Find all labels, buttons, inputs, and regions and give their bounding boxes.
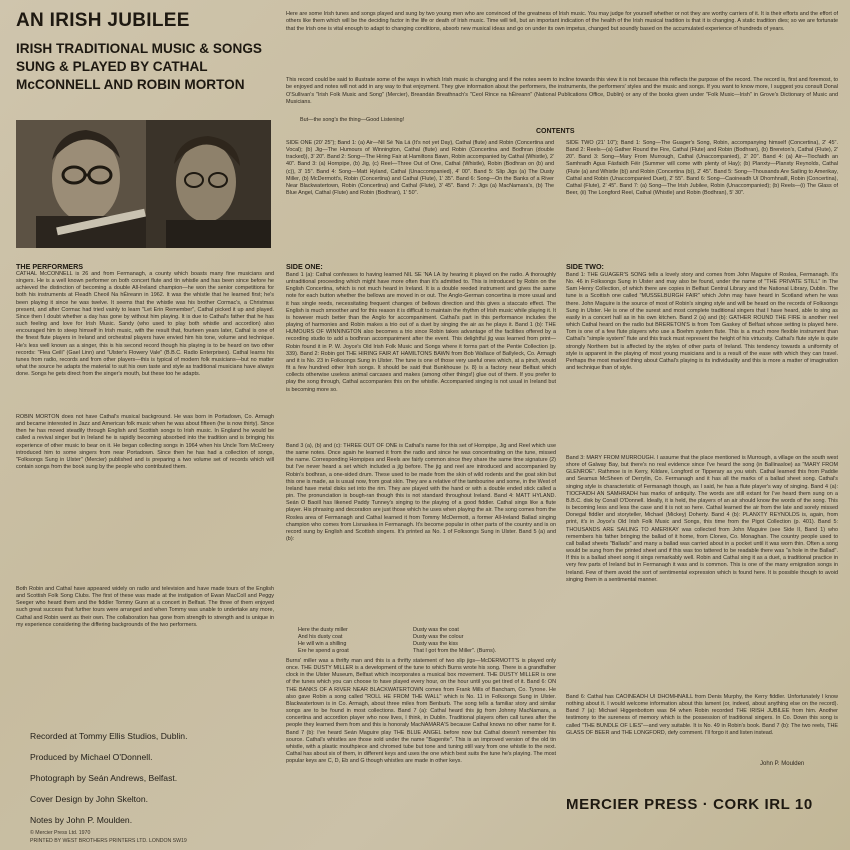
credits xyxy=(30,726,280,831)
publisher-catalogue: MERCIER PRESS · CORK IRL 10 xyxy=(566,796,813,813)
contents-side-one: SIDE ONE (20' 25"); Band 1: (a) Air—Nil Sé 'Na Lá (It's not yet Day), Cathal (flute) and Robin (Concertina and Vocal); (b) Jig—The Humours of Winnington, Cathal (flute) and Robin (Concertina and Bodhran (double tracked)), 3' 20". Band 2: Song—The Hiring Fair at Hamiltons Bawn, Robin accompanied by Cathal (Whistle), 2' 40". Band 3: (a) Hornpipe, (b) Jig, (c) Reel—Three Out of One, Cathal (Whistle), Robin (Bodhran on (b) and (c)), 3' 15". Band 4: Song—Matt Hyland, Cathal (Unaccompanied), 4' 00". Band 5: Slip Jigs (a) The Dusty Miller, (b) McDermott's, Robin (Concertina) and Cathal (Flute), 1' 35". Band 6: Song—On the Banks of a River Near Blackwatertown, Robin (Concertina) and Cathal (Flute), 3' 45". Band 7: Jigs (a) MacNamara's, (b) The Blue Angel, Cathal (Flute) and Robin (Bodhran), 1' 50". xyxy=(286,140,554,197)
performers-photo xyxy=(16,120,271,248)
side-one-notes-c: Burns' miller was a thrifty man and this is a thrifty statement of two slip jigs—McDERMOTT'S is played only once. THE DUSTY MILLER is a development of the tune to which Burns wrote his song. There is a grandfather clock in the Ulster Museum, Belfast which incorporates a musical box movement. THE DUSTY MILLER is one of the tunes which you can choose to have played every hour, on the hour until you get tired of it. Band 6: ON THE BANKS OF A RIVER NEAR BLACKWATERTOWN comes from Frank Mills of Bancham, Co. Tyrone. He also gave Robin a song called "ROLL HE FROM THE WALL" which is No. 11 in Folksongs Sung in Ulster. Blackwatertown is in Co. Armagh, about three miles from Benburb. The song tells a familiar story and similar songs are to be found in most collections. Band 7 (a): Cathal heard this jig from Johnny MacNamara, a concertina and accordion player who now lives, I think, in Dublin. Traditional players often call tunes after the people they learned them from and this is honoraly MacNAMARA'S because Cathal knows no other name for it. Band 7 (b): I've heard Seán Maguire play THE BLUE ANGEL before now but Cathal doesn't remember his source. Cathal's whistles are those sold under the name "Bagenite". This is an improved version of the old tin whistle, with a plastic mouthpiece and chromed tube but tone and tuning still vary from one whistle to the next. Cathal has about six of them, in different keys and uses the one which best suits the tune he's playing. The most popular keys are C, D, Eb and G though whistles are made in other keys. xyxy=(286,658,556,765)
performers-heading: THE PERFORMERS xyxy=(16,262,84,271)
verse-line: And his dusty coat Dusty was the colour xyxy=(298,634,464,641)
album-title: AN IRISH JUBILEE xyxy=(16,10,190,31)
credit-recorded: Recorded at Tommy Ellis Studios, Dublin. xyxy=(30,731,188,741)
credit-photograph: Photograph by Seán Andrews, Belfast. xyxy=(30,773,178,783)
side-two-notes-a: Band 1: THE GUAGER'S SONG tells a lovely story and comes from John Maguire of Roslea, Fermanagh. It's No. 46 in Folksongs Sung in Ulster and may also be found, under the name of "THE PRIVATE STILL" in The Sam Henry Collection, of which there are copies in Belfast Central Library and the National Library, Dublin. The tune is a Scottish one called "MUSSELBURGH FAIR" which John may have heard in Scotland when he was there. John Maguire is the source of most of Robin's singing style and will be heard on the records of Folksongs Sung in Ulster. He is one of the surest and most complete traditional singers that I have heard, able to sing as easily in a concert hall as in his own kitchen. Band 2 (a) and (b): GATHER ROUND THE FIRE is another reel which Cathal heard on the radio but BRERETON'S is from Tom Gaskey of Belfast whose setting is played here. Tom is one of a few flute players who use a Boehm system flute. This is a much more flexible instrument than Cathal's "simple system" flute and this track must represent the height of his virtuosity. Cathal's flute style is quite strongly Northern but is affected by the styles of other parts of Ireland. This tendency towards a uniformity of style is apparent in the playing of most young musicians and is a result of the ease with which they can travel. Perhaps the most marked thing about Cathal's playing is its individuality and this is more a matter of imagination and technique than of style. xyxy=(566,272,838,372)
side-two-notes-b: Band 3: MARY FROM MURROUGH. I assume that the place mentioned is Murrough, a village on the south west shore of Galway Bay, but there's no real evidence since I've heard the song (in Ballinasloe) as "MARY FROM GLENROE". Rathmoe is in Kerry, Kildare, Longford or Tipperary as you wish. Cathal learned this from Paddie and Seamus McSheen of Derrylin, Co. Fermanagh and it has all the marks of a ballad sheet song. Cathal's singing style is characteristic of Fermanagh though, as I said, he has a flute player's way of singing. Band 4 (a): TIOCFAIDH AN SAMHRADH has marks of antiquity. The words are still extant for I've heard them sung on a B.B.C. disk by Conall O'Donnell. Ideally, it is held, the players of an air should know the words of the song. This is becoming less and less the case and it is not so here. Cathal learned the air from the late and sorely missed Donegal fiddler and storyteller, Michael (Mickey) Doherty. Band 4 (b): PLANXTY REYNOLDS is, again, from print, it's in Joyce's Old Irish Folk Music and Songs, this time from the Pigot Collection (p. 401). Band 5: THOUSANDS ARE SAILING TO AMERIKAY was collected from John Maguire (see Side II, Band 1) who remembers his father bringing the ballad of it home, from Clones, Co. Monaghan. The country people used to call ballad sheets "Ballads" and many a ballad was carried about in a pocket until it was worn thin. Often a song would be sung from the printed sheet and if this was too tattered to be readable there was "a hole in the Ballad". If this is a ballad sheet song it sings remarkably well. Robin and Cathal sing it as a duet, a traditional practice in very few parts of Ireland but in Fermanagh it was and is common. This is one of the many emigration songs in Ireland. Few of them avoid the sort of sentimental expression which is found here. It is possible though to avoid singing them in a sentimental manner. xyxy=(566,455,838,583)
side-two-heading: SIDE TWO: xyxy=(566,262,604,271)
performers-both: Both Robin and Cathal have appeared widely on radio and television and have made tours of the English and Scottish Folk Song Clubs. The first of these was made at the instigation of Ewan MacColl and Peggy Seeger who heard them and the fiddler Tommy Gunn at a concert in Belfast. The three of them enjoyed such great success that further tours were arranged and when Tommy was unable to undertake any more, Cathal and Robin went as their own. The collaboration has gone from strength to strength and is unique in my experience considering the differing backgrounds of the two performers. xyxy=(16,586,274,628)
side-two-notes-c: Band 6: Cathal has CAOINEADH UÍ DHOMHNAILL from Denis Murphy, the Kerry fiddler. Unfortunately I know nothing about it. I would welcome information about this lament (or, indeed, about anything else on the record). Band 7 (a): Michael Higgenbottom was 84 when Robin recorded THE IRISH JUBILEE from him. Another testimony to the sureness of memory which is the possession of traditional singers. In Co. Down this song is called "THE BUNDLE OF LIES"—and very suitable. It is No. 49 in Robin's book. Band 7 (b): The two reels, THE GLASS OF BEER and THE LONGFORD, defy comment. I'll forgo it and listen instead. xyxy=(566,694,838,736)
copyright: © Mercier Press Ltd. 1970 xyxy=(30,830,91,836)
verse-line: Here the dusty miller Dusty was the coat xyxy=(298,627,459,633)
credit-notes: Notes by John P. Moulden. xyxy=(30,815,133,825)
performers-robin: ROBIN MORTON does not have Cathal's musical background. He was born in Portadown, Co. Armagh and became interested in Jazz and American folk music when he was about fifteen (he is now thirty). Since then he has moved steadily through English and Scottish songs to Irish music. In England he would be called a revival singer but in Ireland he is rapidly becoming absorbed into the tradition and is bringing his experience of other music to bear on it. He began collecting songs in 1964 when his Uncle Tom McCreery introduced him to some singers from near Portadown. Since then he has had a collection of songs, "Folksongs Sung in Ulster" (Mercier) published and is preparing a two volume set of records which will contain songs from the book sung by the people who contributed them. xyxy=(16,414,274,471)
notes-signature: John P. Moulden xyxy=(760,761,805,767)
intro-closing: But—the song's the thing—Good Listening! xyxy=(300,117,405,123)
contents-side-two: SIDE TWO (21' 10"); Band 1: Song—The Guager's Song, Robin, accompanying himself (Concertina), 2' 45". Band 2: Reels—(a) Gather Round the Fire, Cathal (Flute) and Robin (Bodhran), (b) Brereton's, Cathal (Flute), 2' 20". Band 3: Song—Mary From Murrough, Cathal (Unaccompanied), 2' 20". Band 4: (a) Air—Tiocfaidh an Samhradh Agus Fásfaidh Féir (Summer will come with plenty of Hay); (b) Planxty—Planxty Reynolds, Cathal (Flute (a) and Whistle (b)) and Robin (Concertina (b)), 2' 45". Band 5: Song—Thousands Are Sailing to Amerikay, Cathal and Robin (Unaccompanied Duet), 2' 55". Band 6: Song—Caoineadh Uí Dhomhnaill, Robin (Concertina), Cathal (Flute), 2' 45". Band 7: (a) Song—The Irish Jubilee, Robin (Unaccompanied); (b) Reels—(i) The Glass of Beer, (ii) The Longford Reel, Cathal (Whistle) and Robin (Bodhran), 5' 30". xyxy=(566,140,838,197)
side-one-heading: SIDE ONE: xyxy=(286,262,323,271)
contents-heading: CONTENTS xyxy=(536,128,575,135)
printer-credit: PRINTED BY WEST BROTHERS PRINTERS LTD. LONDON SW19 xyxy=(30,838,187,844)
side-one-notes-a: Band 1 (a): Cathal confesses to having learned NIL SÉ 'NA LÁ by hearing it played on the radio. A thoroughly untraditional proceeding which might have more often than it's admitted to. This is introduced by Robin on the English Concertina, which is not much heard in Ireland. It is a double reeded instrument and gives the same note for each button whether the bellows are moved in or out. The Anglo-German concertina is more usual and it has single reeds, necessitating frequent changes of bellows direction and this gives a staccato effect. The English is much smoother and for this reason it is difficult to maintain the rhythm of Irish music while playing it. It is however much better than the Anglo for accompaniment. Cathal's part in this performance includes the playing of harmonies and Robin makes a trio out of a duet by singing the air as he plays it. Band 1 (b): THE HUMOURS OF WINNINGTON also becomes a trio since Robin takes advantage of the facilities offered by a recording studio to add a bodhran accompaniment after the event. This delightful jig was learned from print—Robin found it in P. W. Joyce's Old Irish Folk Music and Songs where it forms part of the Pentie Collection (p. 339). Band 2: Robin got THE HIRING FAIR AT HAMILTONS BAWN from Bob Wallace of Ballyleck, Co. Armagh and it is No. 23 in Folksongs Sung in Ulster. The tune is one of those very useful ones which, at a pinch, would fit a few hundred other Irish songs. It should be said that Bunkhouse (v. 8) is a factory near Belfast which collects otherwise useless animal carcases and makes (among other things!) glue out of them. If you prefer to play the song through, Cathal accompanies this on the whistle. Accompanied singing is not usual in Ireland but is becoming more so. xyxy=(286,272,556,393)
side-one-notes-b: Band 3 (a), (b) and (c): THREE OUT OF ONE is Cathal's name for this set of Hornpipe, Jig and Reel which use the same notes. Once again he learned it from the radio and since he was concentrating on the tune, missed the name. Corresponding Hornpipes and Reels are fairly common since they share the same time signature (2) but I've never heard a set which included a jig before. The jig and reel are introduced and accompanied by Robin's bodhran, a one-sided drum. These used to be made from the skin of wild rodents and the goat skin but this one is made, as is usual now, from goat skin. They are a relative of the tambourine and some, in the West of Ireland have metal disks set into the rim. They are played with the hand or with a double ended stick called a pin. The pronunciation is bough-ran though this is not standard throughout Ireland. Band 4: MATT HYLAND. Seán O Baoill has likened Paddy Tunney's singing to the playing of a good fiddler. Cathal sings like a flute player. His phrasing and decoration are just those which he uses when playing the air. The song comes from the Roslea area of Fermanagh and Cathal learned it from Tommy McDermott, a former All-Ireland Ballad singing champion who comes from Lisnaskea in Fermanagh. It's become popular in other parts of the country and is on record sung by English and Scottish singers. It's printed as No. 1 of Folksongs Sung in Ulster. Band 5 (a) and (b): xyxy=(286,443,556,543)
verse-dusty-miller xyxy=(298,627,556,656)
credit-produced: Produced by Michael O'Donnell. xyxy=(30,752,153,762)
intro-paragraph-2: This record could be said to illustrate some of the ways in which Irish music is changing and if the notes seem to incline towards this view it is not because this reflects the purpose of the record. The record is, first and foremost, to be enjoyed and notes will not add in any way to that enjoyment. They give information about the performers, the instruments, the performers' styles and the music and songs. If you want to know more, I suggest you consult Donal O'Sullivan's "Irish Folk Music and Song" (Mercier), Breandán Breathnach's "Ceol Rince na hÉireann" (National Publications Office, Dublin) or any of the books given under "Folk Music—Irish" in Grove's Dictionary of Music and Musicians. xyxy=(286,77,838,105)
photo-image xyxy=(16,120,271,248)
performers-cathal: CATHAL McCONNELL is 26 and from Fermanagh, a county which boasts many fine musicians and singers. He is a well known performer on both concert flute and tin whistle and has been since before he achieved the distinction of becoming a double All-Ireland champion—he won the senior competitions for both his instruments at Fleadh Cheoil Na hÉireann in 1962. It was the whistle that he learned first; he's been playing it since he was twelve. It seems that the whistle was his brother Cormac's, a Christmas present, and after Cormac had tried vainly to learn "Let Erin Remember", Cathal picked it up and played. Since then I doubt whether a day has gone by without him playing. It is due to Cathal's father that he has such feeling and love for Irish Music. Sandy (who used to play both whistle and accordion) also encouraged him to steep himself in Irish music, with the result that, fourteen years later, Cathal is one of the finest flute players in Ireland and orchestral players have envied him his tone, volume and technique. He's less well known as a singer, this is his second record though his playing is to be heard on two other records: "Flea Ceili" (Gael Linn) and "Ulster's Flowery Vale" (B.B.C. Radio Enterprises). Cathal learns his tunes from radio, records and from other players—this is typical of modern folk musicians—but no matter what the source he adapts the material to suit his own taste and style as traditional musicians have always done. Songs he gets direct from the singer's mouth, but these too he adapts. xyxy=(16,271,274,378)
verse-line: He will win a shilling Dusty was the kiss xyxy=(298,641,459,648)
verse-line: Ere he spend a groat That I got from the Miller". (Burns). xyxy=(298,648,497,655)
album-subtitle: IRISH TRADITIONAL MUSIC & SONGS SUNG & PLAYED BY CATHAL McCONNELL AND ROBIN MORTON xyxy=(16,41,262,92)
intro-paragraph-1: Here are some Irish tunes and songs played and sung by two young men who are convinced of the greatness of Irish music. You may judge for yourself whether or not they are worthy carriers of it. It is their efforts and the effort of others like them which will be the deciding factor in the life or death of Irish music. Time will tell, but an important indication of the health of the Irish musical tradition is that it is changing. A static tradition dies; so we are fortunate that the Irish one is vital enough to adapt to changing conditions, absorb new musical ideas and go on under its own impetus, changed but soundly based on the accumulated experience of hundreds of years. xyxy=(286,11,838,32)
credit-cover: Cover Design by John Skelton. xyxy=(30,794,148,804)
